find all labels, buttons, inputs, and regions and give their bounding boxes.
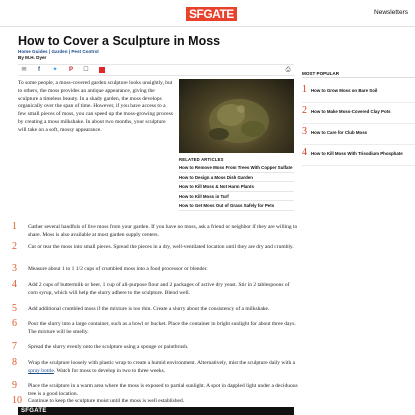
sms-icon[interactable]: ☐	[83, 67, 89, 73]
byline[interactable]: By M.H. Dyer	[18, 55, 47, 60]
step-number: 3	[12, 263, 17, 274]
related-articles-list	[179, 163, 294, 211]
step-number: 6	[12, 318, 17, 329]
step-text: Pour the slurry into a large container, such as a bowl or bucket. Place the container in bright sunlight for about three days. The mixture will be smelly.	[28, 321, 296, 335]
step-text: Gather several handfuls of live moss from your garden. If you have no moss, ask a friend or neighbor if they are willing to share. Moss is also available at most garden supply centers.	[28, 224, 298, 238]
related-article-link[interactable]: How to Remove Moss From Trees With Copper Sulfate	[179, 163, 294, 173]
step-text: Add 2 cups of buttermilk or beer, 1 cup of all-purpose flour and 2 packages of active dry yeast. Stir in 2 tablespoons of corn syrup, which will help the slurry adhere to the sculpture. Blend well.	[28, 282, 290, 296]
breadcrumb-categories[interactable]: Home Guides | Garden | Pest Control	[18, 49, 99, 54]
share-bar	[18, 64, 294, 76]
pinterest-icon[interactable]: P	[68, 67, 73, 73]
most-popular-list	[302, 82, 415, 166]
step-number: 9	[12, 380, 17, 391]
related-article-link[interactable]: How to Design a Moss Dish Garden	[179, 173, 294, 183]
most-popular-number: 3	[302, 126, 307, 137]
most-popular-item[interactable]	[302, 124, 415, 145]
most-popular-item[interactable]	[302, 145, 415, 166]
divider	[302, 77, 415, 78]
step-text: Cut or tear the moss into small pieces. Spread the pieces in a dry, well-ventilated location until they are dry and crumbly.	[28, 244, 294, 250]
step-number: 2	[12, 241, 17, 252]
step-text: Spread the slurry evenly onto the sculpture using a sponge or paintbrush.	[28, 344, 189, 350]
print-icon[interactable]: ⎙	[285, 67, 291, 73]
step-text: Measure about 1 to 1 1/2 cups of crumbled moss into a food processor or blender.	[28, 266, 208, 272]
footer-bar	[18, 407, 294, 415]
mail-icon[interactable]: ✉	[21, 67, 27, 73]
sfgate-logo[interactable]: SFGATE	[186, 7, 237, 21]
moss-sculpture-photo	[179, 79, 294, 153]
flipboard-icon[interactable]	[98, 67, 106, 74]
spray-bottle-link[interactable]: spray bottle	[28, 367, 54, 374]
step-number: 8	[12, 357, 17, 368]
twitter-icon[interactable]: ✦	[52, 67, 58, 73]
most-popular-number: 1	[302, 84, 307, 95]
most-popular-item[interactable]	[302, 103, 415, 124]
most-popular-link[interactable]: How to Kill Moss With Trisodium Phosphate	[311, 151, 403, 156]
step-number: 10	[12, 395, 22, 406]
step-number: 5	[12, 303, 17, 314]
article-intro: To some people, a moss-covered garden sculpture looks unsightly, but to others, the moss provides an antique appearance, giving the sculpture a timeless beauty. In a shady garden, the moss develops organically over the span of time. However, if you have access to a few small pieces of moss, you can speed up the moss-growing process by creating a moss milkshake. In about two months, your sculpture will take on a soft, mossy appearance.	[18, 80, 173, 133]
most-popular-number: 4	[302, 147, 307, 158]
step-text	[28, 360, 298, 376]
footer-logo[interactable]: SFGATE	[21, 408, 47, 414]
step-text-part: . Watch for moss to develop in two to three weeks.	[53, 367, 166, 374]
newsletters-link[interactable]: Newsletters	[374, 9, 408, 16]
article-title: How to Cover a Sculpture in Moss	[18, 34, 221, 48]
facebook-icon[interactable]: f	[38, 67, 40, 73]
step-text: Add additional crumbled moss if the mixture is too thin. Create a slurry about the consistency of a milkshake.	[28, 306, 270, 312]
step-number: 7	[12, 341, 17, 352]
step-text-part: Wrap the sculpture loosely with plastic wrap to create a humid environment. Alternatively, mist the sculpture daily with a	[28, 360, 296, 366]
most-popular-item[interactable]	[302, 82, 415, 103]
most-popular-heading: MOST POPULAR	[302, 71, 340, 76]
related-article-link[interactable]: How to Kill Moss & Not Harm Plants	[179, 182, 294, 192]
top-bar	[0, 0, 415, 27]
related-article-link[interactable]: How to Get Moss Out of Grass Safely for Pets	[179, 201, 294, 211]
related-article-link[interactable]: How to Kill Moss in Turf	[179, 192, 294, 202]
step-text: Place the sculpture in a warm area where the moss is exposed to partial sunlight. A spot in dappled light under a deciduous tree is a good location.	[28, 383, 298, 397]
most-popular-link[interactable]: How to Make Moss-Covered Clay Pots	[311, 109, 391, 114]
step-number: 4	[12, 279, 17, 290]
related-articles-heading: RELATED ARTICLES	[179, 157, 224, 162]
most-popular-link[interactable]: How to Care for Club Moss	[311, 130, 368, 135]
most-popular-number: 2	[302, 105, 307, 116]
most-popular-link[interactable]: How to Grow Moss on Bare Soil	[311, 88, 378, 93]
step-text: Continue to keep the sculpture moist until the moss is well established.	[28, 398, 185, 404]
step-number: 1	[12, 221, 17, 232]
